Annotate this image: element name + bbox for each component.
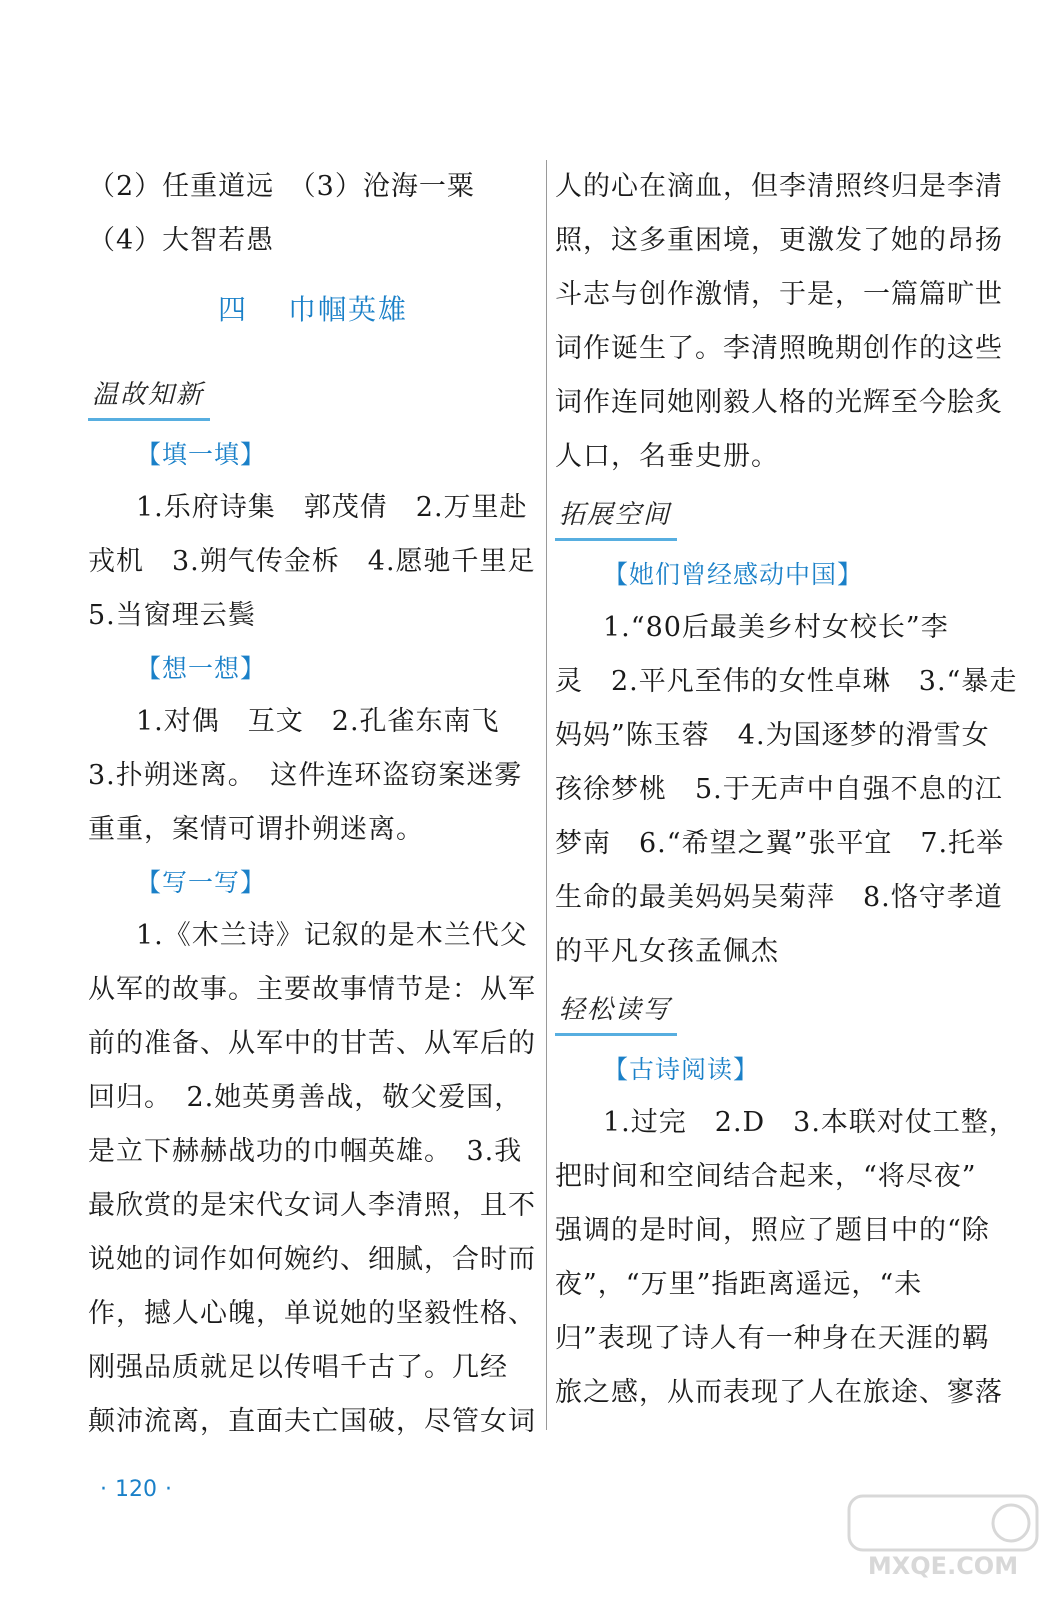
answer-line: 最欣赏的是宋代女词人李清照，且不	[88, 1190, 536, 1221]
answer-line: 归”表现了诗人有一种身在天涯的羁	[555, 1323, 990, 1354]
watermark-logo	[843, 1492, 1043, 1582]
answer-line: 说她的词作如何婉约、细腻，合时而	[88, 1244, 536, 1275]
answer-line: 回归。 2.她英勇善战，敬父爱国，	[88, 1082, 523, 1113]
answer-line: 梦南 6.“希望之翼”张平宜 7.托举	[555, 828, 1005, 859]
answer-line: 重重，案情可谓扑朔迷离。	[88, 814, 424, 845]
answer-line: 的平凡女孩孟佩杰	[555, 936, 779, 967]
answer-line: 1.对偶 互文 2.孔雀东南飞	[136, 706, 500, 737]
page-number-value: 120	[115, 1477, 157, 1502]
answer-line: （4）大智若愚	[88, 225, 275, 256]
subheading-think: 【想一想】	[136, 654, 267, 683]
answer-line: 斗志与创作激情，于是，一篇篇旷世	[555, 279, 1003, 310]
answer-line: 1.过完 2.D 3.本联对仗工整，	[603, 1107, 1017, 1138]
chapter-title	[88, 282, 538, 338]
answer-line: 照，这多重困境，更激发了她的昂扬	[555, 225, 1003, 256]
section-heading-expand: 拓展空间	[555, 492, 677, 541]
answer-line: 刚强品质就足以传唱千古了。几经	[88, 1352, 508, 1383]
answer-line: 1.“80后最美乡村女校长”李	[603, 612, 949, 643]
chapter-name: 巾帼英雄	[288, 293, 409, 326]
answer-line: 1.乐府诗集 郭茂倩 2.万里赴	[136, 492, 528, 523]
column-divider	[546, 160, 547, 1430]
answer-line: 前的准备、从军中的甘苦、从军后的	[88, 1028, 536, 1059]
answer-line: 夜”，“万里”指距离遥远，“未	[555, 1269, 923, 1300]
answer-line: （2）任重道远 （3）沧海一粟	[88, 171, 475, 202]
subheading-fill: 【填一填】	[136, 440, 267, 469]
answer-line: 把时间和空间结合起来，“将尽夜”	[555, 1161, 977, 1192]
answer-line: 是立下赫赫战功的巾帼英雄。 3.我	[88, 1136, 523, 1167]
answer-line: 灵 2.平凡至伟的女性卓琳 3.“暴走	[555, 666, 1018, 697]
answer-line: 戎机 3.朔气传金柝 4.愿驰千里足	[88, 546, 536, 577]
answer-line: 3.扑朔迷离。 这件连环盗窃案迷雾	[88, 760, 523, 791]
right-column	[555, 160, 1018, 1420]
section-heading-easy: 轻松读写	[555, 987, 677, 1036]
answer-line: 颠沛流离，直面夫亡国破，尽管女词	[88, 1406, 536, 1437]
subheading-moved-china: 【她们曾经感动中国】	[603, 560, 864, 589]
answer-line: 旅之感，从而表现了人在旅途、寥落	[555, 1377, 1003, 1408]
answer-line: 作，撼人心魄，单说她的坚毅性格、	[88, 1298, 536, 1329]
subheading-write: 【写一写】	[136, 868, 267, 897]
answer-line: 5.当窗理云鬓	[88, 600, 256, 631]
answer-line: 从军的故事。主要故事情节是：从军	[88, 974, 536, 1005]
answer-line: 妈妈”陈玉蓉 4.为国逐梦的滑雪女	[555, 720, 990, 751]
answer-line: 孩徐梦桃 5.于无声中自强不息的江	[555, 774, 1003, 805]
answer-line: 生命的最美妈妈吴菊萍 8.恪守孝道	[555, 882, 1003, 913]
chapter-number: 四	[217, 293, 248, 326]
answer-line: 词作诞生了。李清照晚期创作的这些	[555, 333, 1003, 364]
watermark-text: MXQE.COM	[867, 1552, 1019, 1580]
page-number: · 120 ·	[100, 1477, 172, 1502]
answer-line: 1.《木兰诗》记叙的是木兰代父	[136, 920, 528, 951]
subheading-poem: 【古诗阅读】	[603, 1055, 760, 1084]
answer-line: 强调的是时间，照应了题目中的“除	[555, 1215, 990, 1246]
answer-line: 词作连同她刚毅人格的光辉至今脍炙	[555, 387, 1003, 418]
answer-line: 人的心在滴血，但李清照终归是李清	[555, 171, 1003, 202]
left-column	[88, 160, 538, 1449]
answer-line: 人口，名垂史册。	[555, 441, 779, 472]
section-heading-review: 温故知新	[88, 372, 210, 421]
